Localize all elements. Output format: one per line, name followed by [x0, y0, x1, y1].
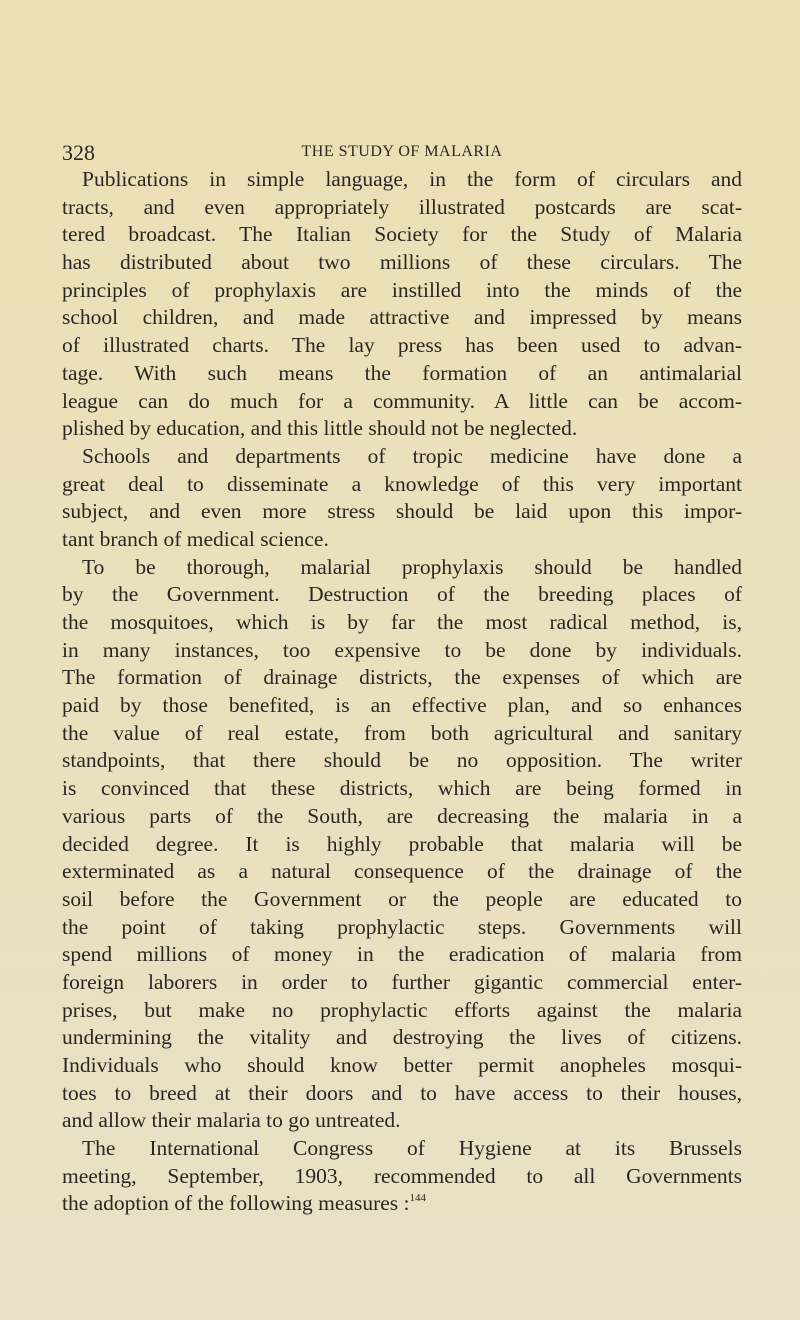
text-line-content: the adoption of the following measures :	[62, 1191, 410, 1216]
text-line-content: and allow their malaria to go untreated.	[62, 1108, 401, 1133]
text-line	[62, 194, 742, 222]
text-line	[62, 1080, 742, 1108]
text-line	[62, 1163, 742, 1191]
text-line-content: standpoints, that there should be no opposition. The writer	[62, 748, 742, 773]
text-line-content: has distributed about two millions of these circulars. The	[62, 250, 742, 275]
footnote-reference: 144	[409, 1192, 427, 1205]
text-line-content: prises, but make no prophylactic efforts against the malaria	[62, 997, 742, 1022]
text-line-content: tered broadcast. The Italian Society for the Study of Malaria	[62, 222, 742, 247]
text-line	[62, 471, 742, 499]
text-line-content: in many instances, too expensive to be done by individuals.	[62, 637, 742, 662]
text-line-content: foreign laborers in order to further gigantic commercial enter-	[62, 969, 742, 994]
text-line	[62, 831, 742, 859]
text-line-content: of illustrated charts. The lay press has been used to advan-	[62, 333, 742, 358]
text-line	[62, 332, 742, 360]
text-line	[62, 775, 742, 803]
text-line-content: decided degree. It is highly probable that malaria will be	[62, 831, 742, 856]
text-line	[62, 664, 742, 692]
text-line-content: Publications in simple language, in the form of circulars and	[82, 167, 742, 191]
text-line-content: meeting, September, 1903, recommended to all Governments	[62, 1163, 742, 1188]
text-line-content: principles of prophylaxis are instilled into the minds of the	[62, 277, 742, 302]
text-line-content: Schools and departments of tropic medicine have done a	[82, 443, 742, 468]
text-line	[62, 747, 742, 775]
text-line	[62, 914, 742, 942]
text-line-content: the mosquitoes, which is by far the most radical method, is,	[62, 610, 742, 634]
text-line-content: undermining the vitality and destroying the lives of citizens.	[62, 1025, 742, 1050]
text-line-content: subject, and even more stress should be laid upon this impor-	[62, 499, 742, 524]
text-line	[62, 1107, 742, 1135]
text-line	[62, 803, 742, 831]
text-line	[62, 941, 742, 969]
text-line-content: soil before the Government or the people are educated to	[62, 886, 742, 911]
text-line-content: plished by education, and this little should not be neglected.	[62, 416, 578, 441]
text-line	[62, 388, 742, 416]
text-line-content: great deal to disseminate a knowledge of this very important	[62, 471, 742, 496]
text-line-content: tant branch of medical science.	[62, 526, 329, 551]
text-line-content: the value of real estate, from both agricultural and sanitary	[62, 720, 742, 745]
running-title: THE STUDY OF MALARIA	[301, 143, 503, 160]
text-line-content: Individuals who should know better permit anopheles mosqui-	[62, 1053, 742, 1077]
text-line	[62, 249, 742, 277]
text-line	[62, 526, 742, 554]
text-line	[62, 969, 742, 997]
text-line-content: The formation of drainage districts, the expenses of which are	[62, 665, 742, 690]
text-line-content: The International Congress of Hygiene at its Brussels	[82, 1136, 742, 1161]
text-line	[62, 1190, 742, 1218]
text-line	[62, 1135, 742, 1163]
text-line	[62, 858, 742, 886]
text-line-content: is convinced that these districts, which are being formed in	[62, 776, 742, 801]
text-line	[62, 443, 742, 471]
text-line-content: various parts of the South, are decreasing the malaria in a	[62, 803, 742, 828]
text-line-content: tracts, and even appropriately illustrated postcards are scat-	[62, 194, 742, 219]
text-line	[62, 1052, 742, 1080]
text-line-content: exterminated as a natural consequence of the drainage of the	[62, 859, 742, 884]
text-line	[62, 221, 742, 249]
text-line	[62, 360, 742, 388]
text-line	[62, 1024, 742, 1052]
text-line-content: toes to breed at their doors and to have access to their houses,	[62, 1080, 742, 1105]
text-line	[62, 609, 742, 637]
text-line	[62, 581, 742, 609]
text-line	[62, 997, 742, 1025]
page-number: 328	[62, 140, 95, 165]
text-line-content: the point of taking prophylactic steps. Governments will	[62, 914, 742, 939]
text-line	[62, 304, 742, 332]
text-line-content: To be thorough, malarial prophylaxis should be handled	[82, 554, 742, 579]
text-line	[62, 692, 742, 720]
text-line	[62, 498, 742, 526]
text-line-content: school children, and made attractive and impressed by means	[62, 305, 742, 330]
text-line	[62, 637, 742, 665]
text-line	[62, 886, 742, 914]
text-line	[62, 554, 742, 582]
body-text	[62, 166, 742, 1218]
text-line	[62, 415, 742, 443]
text-line-content: league can do much for a community. A little can be accom-	[62, 388, 742, 413]
text-line	[62, 166, 742, 194]
text-line	[62, 720, 742, 748]
text-line-content: spend millions of money in the eradication of malaria from	[62, 942, 742, 967]
text-line-content: by the Government. Destruction of the breeding places of	[62, 582, 742, 607]
text-line-content: tage. With such means the formation of an antimalarial	[62, 360, 742, 385]
text-line	[62, 277, 742, 305]
text-line-content: paid by those benefited, is an effective plan, and so enhances	[62, 693, 742, 718]
